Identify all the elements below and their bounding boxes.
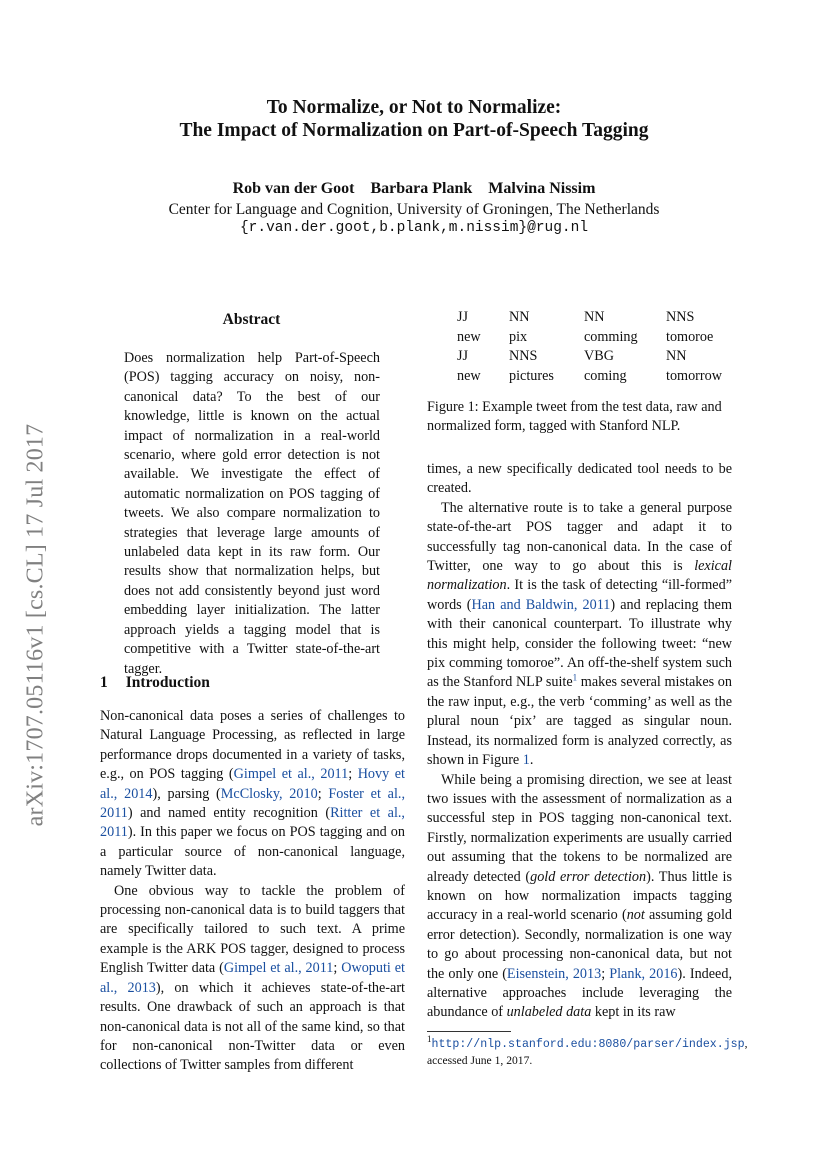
paragraph: While being a promising direction, we see at least two issues with the assessment of normalization as a successful step in POS tagging non-canonical text. Firstly, normalization experiments are usually carried out assuming that the tokens to be normalized are already detected (gold error detection). Thus little is known on how normalization impacts tagging accuracy in a real-world scenario (not assuming gold error detection). Secondly, normalization is one way to go about processing non-canonical data, but not the only one (Eisenstein, 2013; Plank, 2016). Indeed, alternative approaches include leveraging the abundance of unlabeled data kept in its raw	[427, 771, 733, 1021]
figure-reference-link[interactable]: 1	[522, 752, 530, 769]
arxiv-stamp-text: arXiv:1707.05116v1 [cs.CL] 17 Jul 2017	[22, 423, 49, 827]
title-line-1: To Normalize, or Not to Normalize:	[266, 97, 562, 118]
author-name: Malvina Nissim	[488, 180, 596, 197]
citation-link[interactable]: Owoputi et al., 2013	[100, 960, 405, 996]
footnote-divider	[427, 1031, 511, 1032]
intro-column-left	[100, 707, 405, 1076]
tag-row	[457, 308, 756, 328]
token-row	[457, 328, 756, 348]
arxiv-stamp	[6, 330, 66, 920]
paper-title	[0, 96, 828, 142]
citation-link[interactable]: Eisenstein, 2013	[506, 965, 602, 982]
token-cell: tomorrow	[666, 367, 722, 384]
paragraph: The alternative route is to take a general purpose state-of-the-art POS tagger and adapt it to successfully tag non-canonical data. In the case of Twitter, one way to go about this is lexical normalization. It is the task of detecting “ill-formed” words (Han and Baldwin, 2011) and replacing them with their canonical counterpart. To illustrate why this might help, consider the following tweet: “new pix comming tomoroe”. An off-the-shelf system such as the Stanford NLP suite$^1$ makes several mistakes on the raw input, e.g., the verb ‘comming’ as well as the plural noun ‘pix’ are tagged as singular noun. Instead, its normalized form is analyzed correctly, as shown in Figure 1.	[427, 499, 733, 769]
pos-tag-cell: NN	[584, 309, 605, 325]
pos-tag-cell: NN	[509, 309, 530, 325]
token-cell: new	[457, 367, 481, 384]
paragraph: Non-canonical data poses a series of challenges to Natural Language Processing, as reflected in large performance drops documented in a variety of tasks, e.g., on POS tagging (Gimpel et al., 2011; Hovy et al., 2014), parsing (McClosky, 2010; Foster et al., 2011) and named entity recognition (Ritter et al., 2011). In this paper we focus on POS tagging and on a particular source of non-canonical language, namely Twitter data.	[100, 708, 405, 880]
footnote-mark: 1	[427, 1034, 432, 1045]
pos-tag-cell: JJ	[457, 348, 469, 364]
pos-tag-cell: VBG	[584, 348, 614, 364]
figure-1-caption: Figure 1: Example tweet from the test data, raw and normalized form, tagged with Stanford NLP.	[427, 399, 722, 435]
footnote-url-link[interactable]: http://nlp.stanford.edu:8080/parser/index.jsp	[431, 1038, 745, 1051]
token-cell: coming	[584, 367, 627, 384]
author-name: Barbara Plank	[370, 180, 473, 197]
tag-row	[457, 347, 756, 367]
token-cell: comming	[584, 328, 638, 345]
citation-link[interactable]: Plank, 2016	[609, 965, 678, 982]
token-cell: pictures	[509, 367, 554, 384]
citation-link[interactable]: Ritter et al., 2011	[100, 805, 405, 841]
token-cell: new	[457, 328, 481, 345]
intro-column-right	[427, 460, 732, 1023]
citation-link[interactable]: McClosky, 2010	[220, 785, 318, 802]
title-line-2: The Impact of Normalization on Part-of-Speech Tagging	[179, 120, 649, 141]
pos-tag-cell: NNS	[666, 309, 695, 325]
affiliation: Center for Language and Cognition, University of Groningen, The Netherlands	[168, 201, 660, 218]
pos-tag-table	[457, 308, 756, 386]
section-number: 1	[100, 674, 108, 691]
section-title: Introduction	[125, 674, 210, 691]
abstract-body: Does normalization help Part-of-Speech (POS) tagging accuracy on noisy, non-canonical data? To the best of our knowledge, little is known on the actual impact of normalization in a real-world scenario, where gold error detection is not available. We investigate the effect of automatic normalization on POS tagging of tweets. We also compare normalization to strategies that leverage large amounts of unlabeled data kept in its raw form. Our results show that normalization helps, but does not add consistently beyond just word embedding layer initialization. The latter approach yields a tagging model that is competitive with a Twitter state-of-the-art tagger.	[124, 350, 380, 677]
author-list	[0, 180, 828, 198]
paragraph: One obvious way to tackle the problem of processing non-canonical data is to build taggers that are specifically tailored to such text. A prime example is the ARK POS tagger, designed to process English Twitter data (Gimpel et al., 2011; Owoputi et al., 2013), on which it achieves state-of-the-art results. One drawback of such an approach is that non-canonical data is not all of the same kind, so that for non-canonical non-Twitter data or even collections of Twitter samples from different	[100, 882, 405, 1074]
abstract-heading: Abstract	[222, 311, 281, 328]
token-cell: pix	[509, 328, 528, 345]
citation-link[interactable]: Gimpel et al., 2011	[223, 960, 334, 977]
citation-link[interactable]: Hovy et al., 2014	[100, 766, 405, 802]
section-heading	[100, 674, 210, 692]
pos-tag-cell: NNS	[509, 348, 538, 364]
paragraph: times, a new specifically dedicated tool needs to be created.	[427, 461, 732, 497]
footnote-marker[interactable]: 1	[572, 672, 578, 683]
figure-1-table	[457, 308, 756, 386]
author-email: {r.van.der.goot,b.plank,m.nissim}@rug.nl	[239, 220, 589, 236]
author-name: Rob van der Goot	[232, 180, 355, 197]
token-row	[457, 367, 756, 387]
citation-link[interactable]: Han and Baldwin, 2011	[471, 596, 611, 613]
citation-link[interactable]: Foster et al., 2011	[100, 785, 405, 822]
pos-tag-cell: NN	[666, 348, 687, 364]
pos-tag-cell: JJ	[457, 309, 469, 325]
footnote: $^1$http://nlp.stanford.edu:8080/parser/index.jsp, accessed June 1, 2017.	[427, 1034, 748, 1067]
token-cell: tomoroe	[666, 328, 714, 345]
citation-link[interactable]: Gimpel et al., 2011	[233, 766, 349, 783]
